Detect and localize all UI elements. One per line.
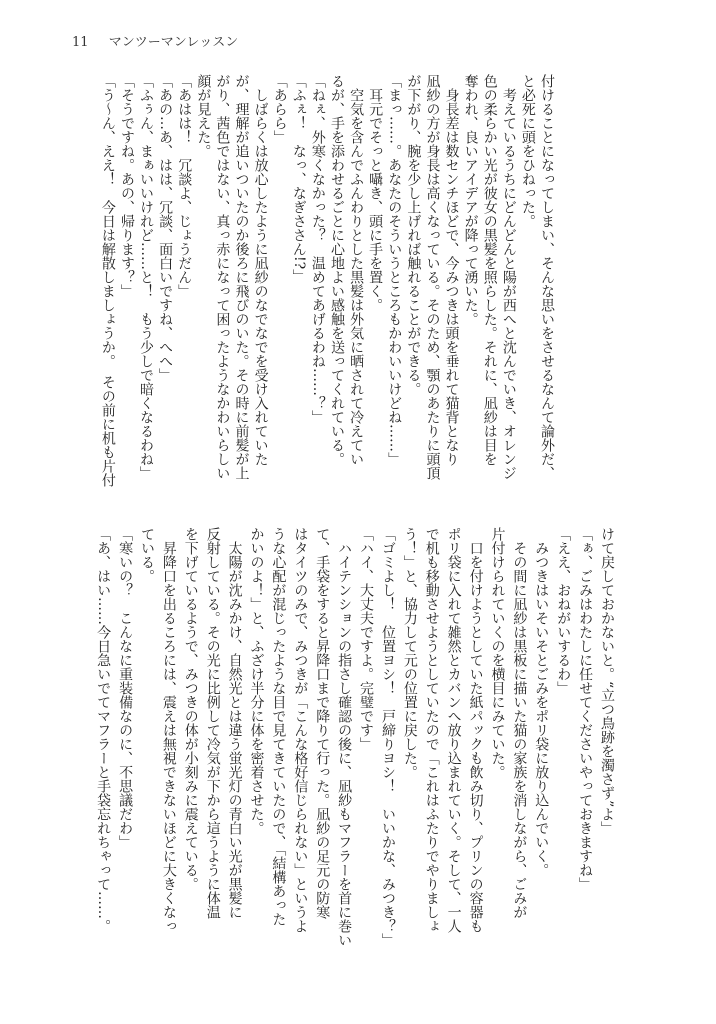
text-column: が、理解が追いついたのか後ろに飛びのいた。その時に前髪が上	[233, 74, 250, 480]
text-column: 太陽が沈みかけ、自然光とは違う蛍光灯の青白い光が黒髪に	[226, 527, 243, 919]
text-column: 「ハイ、大丈夫ですよ。完璧です」	[358, 527, 375, 751]
text-column: 口を付けようとしていた紙パックも飲み切り、プリンの容器も	[467, 527, 484, 933]
text-column: 顔が見えた。	[195, 74, 212, 158]
lower-text-block	[91, 527, 617, 967]
text-column: 「あ、はい……今日急いでてマフラーと手袋忘れちゃって……。	[95, 527, 112, 933]
text-column: るが、手を添わせるごとに心地よい感触を送ってくれている。	[328, 74, 345, 466]
text-column: 耳元でそっと囁き、頭に手を置く。	[367, 74, 384, 312]
text-column: ポリ袋に入れて雑然とカバンへ放り込まれていく。そして、一人	[445, 527, 462, 933]
text-column: ハイテンションの指さし確認の後に、凪紗もマフラーを首に巻い	[336, 527, 353, 947]
text-column: 片付けられていくのを横目にみていた。	[489, 527, 506, 779]
text-column: 「ふぅん、まぁいいけれど……と！ もう少しで暗くなるわね」	[138, 74, 155, 480]
text-column: しばらくは放心したように凪紗のなでなでを受け入れていた	[252, 74, 269, 466]
text-column: けて戻しておかないと。“立つ鳥跡を濁さず”よ」	[599, 527, 615, 836]
text-column: がり、茜色ではない、真っ赤になって困ったようなかわいらしい	[214, 74, 231, 480]
text-column: 「まっ……。あなたのそういうところもかわいいけどね……」	[386, 74, 403, 466]
text-column: を下げているようで、みつきの体が小刻みに震えている。	[182, 527, 199, 891]
text-column: うな心配が混じったような目で見てきていたので、「結構あった	[270, 527, 287, 926]
text-column: みつきはいそいそとごみをポリ袋に放り込んでいく。	[533, 527, 550, 877]
text-column: 「あはは！ 冗談よ、じょうだん」	[176, 74, 193, 298]
text-column: はタイツのみで、みつきが「こんな格好信じられない」というよ	[292, 527, 309, 933]
text-column: 「そうですね。あの、帰ります？」	[118, 74, 135, 298]
upper-text-block	[98, 74, 556, 514]
text-column: 考えているうちにどんどんと陽が西へと沈んでいき、オレンジ	[500, 74, 517, 480]
text-column: ている。	[138, 527, 155, 583]
text-column: 凪紗の方が身長は高くなっている。そのため、顎のあたりに頭頂	[424, 74, 441, 480]
text-column: 「あらら」	[271, 74, 288, 144]
text-column: 奪われ、良いアイデアが降って湧いた。	[462, 74, 479, 326]
text-column: が下がり、腕を少し上げれば触れることができる。	[405, 74, 422, 396]
text-column: 反射している。その光に比例して冷気が下から這うように体温	[204, 527, 221, 919]
text-column: 付けることになってしまい、そんな思いをさせるなんて論外だ、	[539, 74, 555, 480]
text-column: う！」と、協力して元の位置に戻した。	[401, 527, 418, 779]
text-column: 「寒いの？ こんなに重装備なのに、不思議だわ」	[117, 527, 134, 849]
text-column: 「ええ、おねがいするわ」	[555, 527, 572, 695]
text-column: 昇降口を出るころには、震えは無視できないほどに大きくなっ	[160, 527, 177, 933]
text-column: 身長差は数センチほどで、今みつきは頭を垂れて猫背となり	[443, 74, 460, 466]
text-column: で机も移動させようとしていたので「これはふたりでやりましょ	[423, 527, 440, 933]
text-column: て、手袋をすると昇降口まで降りて行った。凪紗の足元の防寒	[314, 527, 331, 919]
text-column: かいのよ！」と、ふざけ半分に体を密着させた。	[248, 527, 265, 835]
text-column: 「ふぇ！ なっ、なぎささん!?」	[290, 74, 307, 284]
text-column: 空気を含んでふんわりとした黒髪は外気に晒されて冷えてい	[348, 74, 365, 466]
chapter-title: マンツーマンレッスン	[108, 35, 239, 50]
text-column: 「ゴミよし！ 位置ヨシ！ 戸締りヨシ！ いいかな、みつき？」	[379, 527, 396, 947]
text-column: 「あの…あ、はは、冗談、面白いですね、へへ」	[157, 74, 174, 382]
text-column: 「ぁ、ごみはわたしに任せてくださいやっておきますね」	[577, 527, 594, 891]
text-column: と必死に頭をひねった。	[519, 74, 536, 228]
page-number: 11	[72, 35, 89, 50]
running-header	[72, 31, 238, 50]
text-column: その間に凪紗は黒板に描いた猫の家族を消しながら、ごみが	[511, 527, 528, 919]
text-column: 「う〜ん、ええ！ 今日は解散しましょうか。 その前に机も片付	[99, 74, 116, 487]
text-column: 色の柔らかい光が彼女の黒髪を照らした。それに、凪紗は目を	[481, 74, 498, 466]
text-column: 「ねぇ、外寒くなかった？ 温めてあげるわね……？」	[309, 74, 326, 424]
